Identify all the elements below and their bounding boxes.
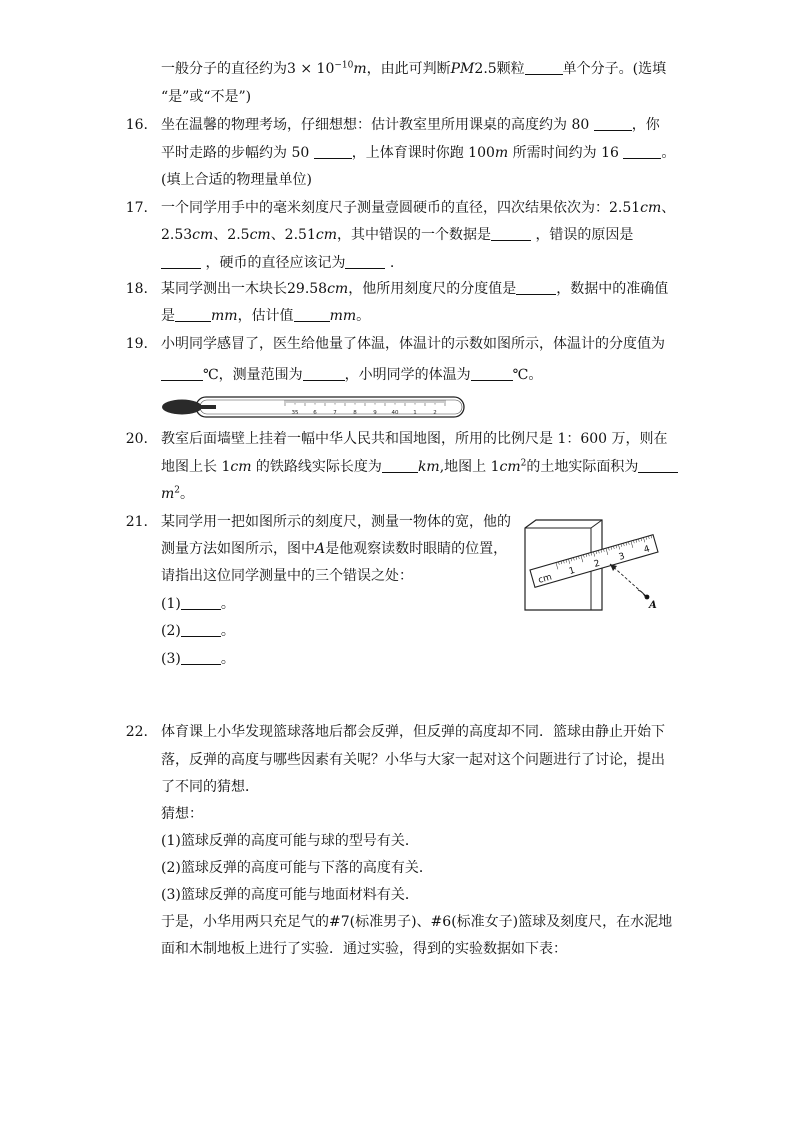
- q16-blank-2[interactable]: [314, 144, 352, 159]
- q15-text-c: 单个分子。(选填: [562, 61, 667, 77]
- q17-line1: [161, 198, 675, 218]
- q17-text-e: ，硬币的直径应该记为: [205, 255, 346, 271]
- q21-item-3: [161, 649, 235, 669]
- q21-line2: [161, 539, 507, 559]
- q17-line3: [161, 253, 394, 273]
- q17-unit: cm: [640, 200, 662, 216]
- q20-exp-1: 2: [520, 458, 527, 469]
- q20-unit-4: m: [161, 486, 175, 502]
- q16-text-c: 平时走路的步幅约为 50: [161, 145, 310, 161]
- q21-text-a: 测量方法如图所示，图中: [161, 541, 315, 557]
- q17-val-2: 、2.5: [213, 227, 250, 243]
- q21-item-1-end: 。: [220, 596, 235, 612]
- q16-text-d: ，上体育课时你跑 100: [351, 145, 495, 161]
- q18-text-a: 某同学测出一木块长29.58: [161, 281, 328, 297]
- q20-unit-1: cm: [230, 459, 252, 475]
- thermo-label-9: 9: [373, 410, 377, 416]
- q18-unit-1: mm: [211, 308, 238, 324]
- q22-guess-1: (1)篮球反弹的高度可能与球的型号有关．: [161, 833, 419, 849]
- q22-guess-title: 猜想：: [161, 806, 203, 822]
- q17-text-c: ，其中错误的一个数据是: [336, 227, 491, 243]
- q19-text-a: ℃，测量范围为: [203, 367, 303, 383]
- q18-text-e: ，估计值: [237, 308, 294, 324]
- q21-item-3-label: (3): [161, 651, 181, 667]
- q20-line1: 教室后面墙壁上挂着一幅中华人民共和国地图，所用的比例尺是 1：600 万，则在: [161, 431, 668, 447]
- q19-line2: [161, 365, 542, 385]
- thermometer-figure: [160, 393, 476, 421]
- q17-unit-3: cm: [315, 227, 337, 243]
- q16-line1: [161, 115, 660, 135]
- q17-unit-2: cm: [249, 227, 271, 243]
- q17-blank-1[interactable]: [491, 226, 531, 241]
- q16-number: 16.: [125, 117, 148, 133]
- ruler-num-1: 1: [567, 565, 577, 578]
- q21-blank-2[interactable]: [181, 622, 221, 637]
- thermo-label-40: 40: [391, 410, 399, 416]
- ruler-figure: [518, 514, 668, 616]
- q18-line1: [161, 279, 668, 299]
- q18-number: 18.: [125, 281, 148, 297]
- q20-text-b: 的铁路线实际长度为: [251, 459, 382, 475]
- ruler-num-2: 2: [592, 558, 602, 570]
- q15-exponent: −10: [334, 60, 354, 71]
- q18-text-c: ，数据中的准确值: [556, 281, 669, 297]
- q21-item-1-label: (1): [161, 596, 181, 612]
- q22-line4: 于是，小华用两只充足气的#7(标准男子)、#6(标准女子)篮球及刻度尺，在水泥地: [161, 914, 673, 930]
- q16-line3: (填上合适的物理量单位): [161, 172, 312, 188]
- q21-line1: 某同学用一把如图所示的刻度尺，测量一物体的宽，他的: [161, 514, 511, 530]
- q20-line3: [161, 484, 194, 504]
- q19-blank-1[interactable]: [161, 366, 203, 381]
- q16-text-e: 所需时间约为 16: [508, 145, 619, 161]
- q18-text-b: ，他所用刻度尺的分度值是: [348, 281, 517, 297]
- q17-val-3: 、2.51: [270, 227, 316, 243]
- q15-blank[interactable]: [525, 60, 563, 75]
- q16-blank-3[interactable]: [623, 144, 661, 159]
- q22-number: 22.: [125, 724, 148, 740]
- q17-text-b: 、: [661, 200, 676, 216]
- q16-text-a: 坐在温馨的物理考场，仔细想想：估计教室里所用课桌的高度约为 80: [161, 117, 590, 133]
- q15-line1: [161, 59, 666, 79]
- q18-line2: [161, 306, 370, 326]
- q17-text-d: ，错误的原因是: [535, 227, 634, 243]
- q21-blank-3[interactable]: [181, 650, 221, 665]
- q19-text-c: ℃。: [512, 367, 543, 383]
- q18-blank-2[interactable]: [175, 307, 211, 322]
- q20-text-a: 地图上长 1: [161, 459, 231, 475]
- q21-label-a: A: [315, 541, 326, 557]
- q21-number: 21.: [125, 514, 148, 530]
- thermo-label-8: 8: [353, 410, 357, 416]
- q17-text-f: .: [389, 255, 395, 271]
- q22-line1: 体育课上小华发现篮球落地后都会反弹，但反弹的高度却不同．篮球由静止开始下: [161, 724, 665, 740]
- q19-line1: 小明同学感冒了，医生给他量了体温，体温计的示数如图所示，体温计的分度值为: [161, 336, 665, 352]
- q21-text-b: 是他观察读数时眼睛的位置，: [325, 541, 508, 557]
- q20-unit-2: km: [417, 459, 440, 475]
- q18-unit-2: mm: [329, 308, 357, 324]
- q20-text-d: 的土地实际面积为: [526, 459, 639, 475]
- q15-math: 3 × 10: [287, 61, 335, 77]
- q15-text-a: 一般分子的直径约为: [161, 61, 287, 77]
- q15-pm: PM: [450, 61, 475, 77]
- q22-line3: 了不同的猜想．: [161, 779, 259, 795]
- thermo-label-2: 2: [433, 410, 437, 416]
- thermometer-mercury: [182, 405, 216, 409]
- q17-val-1: 2.53: [161, 227, 193, 243]
- q21-item-2: [161, 621, 235, 641]
- q22-line2: 落，反弹的高度与哪些因素有关呢？小华与大家一起对这个问题进行了讨论，提出: [161, 752, 665, 768]
- q21-blank-1[interactable]: [181, 595, 221, 610]
- q17-number: 17.: [125, 200, 148, 216]
- q18-unit: cm: [327, 281, 349, 297]
- sight-arrow: [610, 564, 617, 571]
- q20-unit-3: cm: [499, 459, 521, 475]
- ruler-num-3: 3: [617, 551, 627, 563]
- q19-text-b: ，小明同学的体温为: [344, 367, 471, 383]
- q22-guess-2: (2)篮球反弹的高度可能与下落的高度有关．: [161, 860, 433, 876]
- ruler-unit: cm: [537, 572, 554, 586]
- ruler-num-4: 4: [642, 544, 652, 556]
- q20-text-e: 。: [180, 486, 195, 502]
- q22-guess-3: (3)篮球反弹的高度可能与地面材料有关．: [161, 887, 419, 903]
- q15-pm2: 2.5颗粒: [474, 61, 525, 77]
- q17-blank-2[interactable]: [161, 254, 201, 269]
- q20-number: 20.: [125, 431, 148, 447]
- q21-item-1: [161, 594, 235, 614]
- q16-blank-1[interactable]: [594, 116, 632, 131]
- q21-line3: 请指出这位同学测量中的三个错误之处：: [161, 568, 413, 584]
- q20-line2: [161, 457, 678, 477]
- q16-line2: [161, 143, 675, 163]
- q20-text-c: ,地图上 1: [439, 459, 500, 475]
- thermo-label-1: 1: [413, 410, 417, 416]
- q19-number: 19.: [125, 336, 148, 352]
- q17-text-a: 一个同学用手中的毫米刻度尺子测量壹圆硬币的直径，四次结果依次为：2.51: [161, 200, 641, 216]
- q19-blank-3[interactable]: [471, 366, 513, 381]
- q18-text-d: 是: [161, 308, 175, 324]
- q15-text-b: ，由此可判断: [366, 61, 451, 77]
- q15-line2: “是”或“不是”): [161, 89, 252, 105]
- q21-item-2-label: (2): [161, 623, 181, 639]
- eye-label: A: [649, 600, 657, 611]
- thermo-label-35: 35: [291, 410, 299, 416]
- thermo-label-6: 6: [313, 410, 317, 416]
- q15-unit: m: [353, 61, 367, 77]
- q17-blank-3[interactable]: [345, 254, 385, 269]
- q16-unit: m: [494, 145, 509, 161]
- q18-text-f: 。: [356, 308, 371, 324]
- q17-unit-1: cm: [192, 227, 214, 243]
- q20-blank-2[interactable]: [638, 458, 678, 473]
- q19-blank-2[interactable]: [303, 366, 345, 381]
- q18-blank-3[interactable]: [294, 307, 330, 322]
- q22-line5: 面和木制地板上进行了实验．通过实验，得到的实验数据如下表：: [161, 941, 567, 957]
- q20-blank-1[interactable]: [382, 458, 418, 473]
- q21-item-3-end: 。: [220, 651, 235, 667]
- q16-text-f: 。: [661, 145, 676, 161]
- q18-blank-1[interactable]: [516, 280, 556, 295]
- q20-exp-2: 2: [174, 485, 181, 496]
- q16-text-b: ，你: [631, 117, 660, 133]
- thermo-label-7: 7: [333, 410, 337, 416]
- q17-line2: [161, 225, 633, 245]
- q21-item-2-end: 。: [220, 623, 235, 639]
